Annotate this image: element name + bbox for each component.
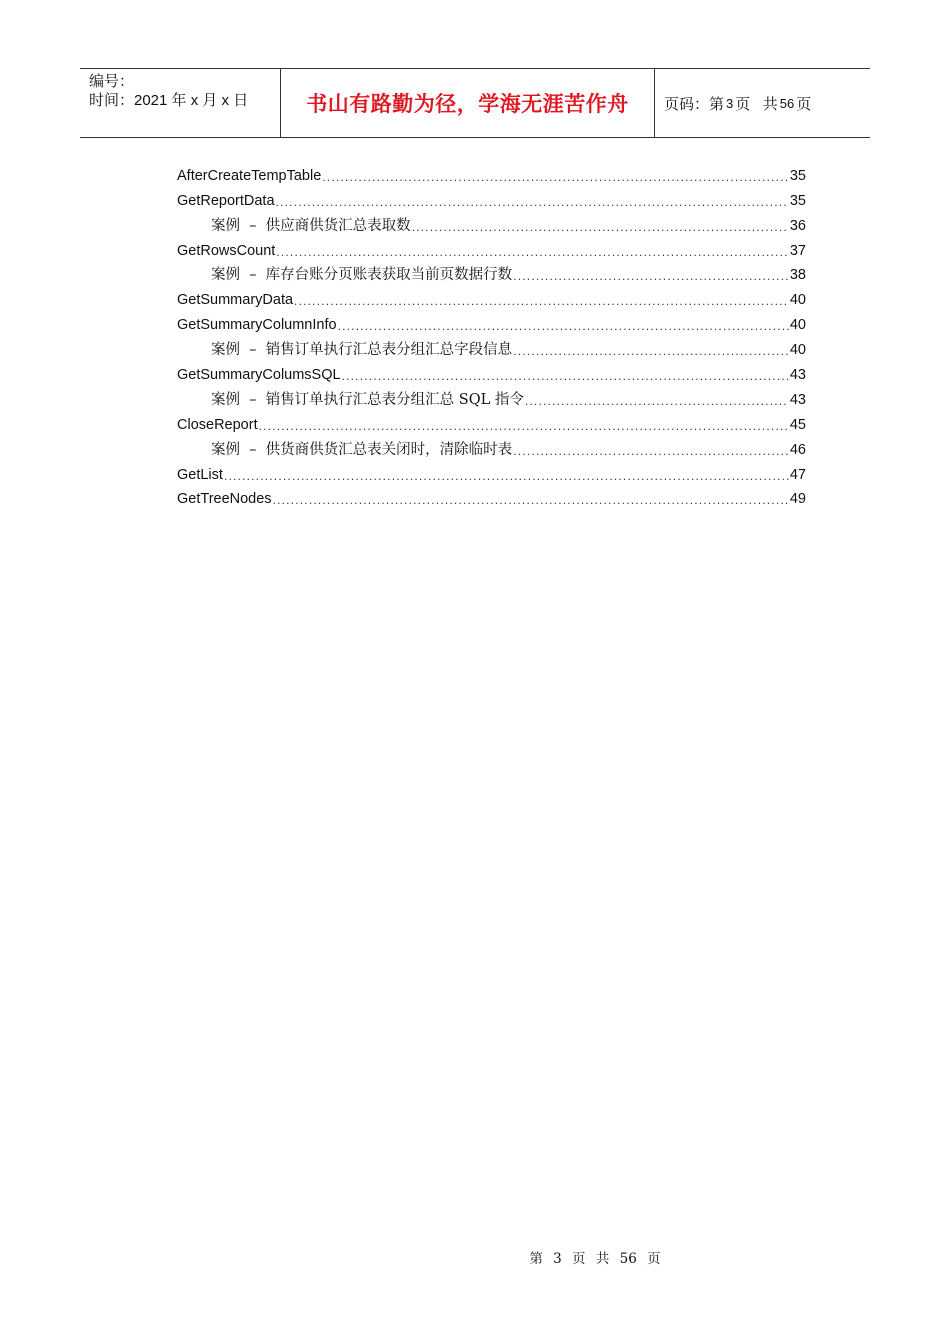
page-mid: 页 共 [735,95,778,113]
footer-current: 3 [553,1251,562,1267]
toc-leader-dots [259,418,789,434]
toc-entry-page: 36 [789,217,806,234]
toc-leader-dots [338,318,789,334]
toc-entry-page: 38 [789,267,806,284]
toc-leader-dots [513,268,789,284]
page-prefix: 页码：第 [664,95,725,113]
toc-leader-dots [224,468,789,484]
toc-leader-dots [294,293,789,309]
toc-entry[interactable] [177,309,806,334]
toc-entry-title: GetReportData [177,192,275,209]
footer-mid1: 页 [572,1251,586,1267]
toc-entry-title: GetSummaryColumsSQL [177,367,341,384]
toc-entry[interactable] [177,210,806,235]
toc-entry[interactable] [177,359,806,384]
page-header [80,68,870,138]
toc-entry-page: 45 [789,416,806,433]
toc-entry-page: 43 [789,391,806,408]
toc-entry[interactable] [177,409,806,434]
toc-entry[interactable] [177,334,806,359]
footer-suffix: 页 [647,1251,661,1267]
toc-entry-page: 46 [789,441,806,458]
page-suffix: 页 [796,95,812,113]
toc-leader-dots [273,492,789,508]
toc-entry-title: 案例 – 销售订单执行汇总表分组汇总字段信息 [211,342,513,359]
toc-entry-title: GetList [177,466,223,483]
toc-entry-page: 40 [789,317,806,334]
toc-entry[interactable] [177,284,806,309]
toc-entry-title: GetSummaryData [177,292,294,309]
toc-entry-title: GetTreeNodes [177,491,272,508]
footer-prefix: 第 [529,1251,543,1267]
toc-leader-dots [276,244,789,260]
toc-leader-dots [276,194,789,210]
toc-entry-title: GetRowsCount [177,242,276,259]
page-current: 3 [726,95,734,111]
page-footer [0,1247,950,1267]
toc-entry-title: CloseReport [177,416,258,433]
toc-entry-page: 40 [789,292,806,309]
toc-leader-dots [322,169,789,185]
toc-entry-page: 47 [789,466,806,483]
toc-entry-page: 37 [789,242,806,259]
header-page-info [655,69,870,137]
footer-mid2: 共 [595,1251,610,1267]
footer-total: 56 [619,1251,637,1267]
toc-entry-title: AfterCreateTempTable [177,167,322,184]
toc-entry-page: 49 [789,491,806,508]
header-meta [80,69,281,137]
toc-leader-dots [513,443,789,459]
doc-time-label: 时间：2021 年 x 月 x 日 [89,92,249,109]
toc-leader-dots [342,368,789,384]
toc-entry-title: 案例 – 供应商供货汇总表取数 [211,217,411,234]
toc-entry[interactable] [177,160,806,185]
toc-entry[interactable] [177,484,806,509]
doc-number-label: 编号： [89,73,135,90]
page-total: 56 [779,95,795,111]
toc-entry-page: 35 [789,167,806,184]
toc-leader-dots [513,343,789,359]
toc-entry-title: 案例 – 销售订单执行汇总表分组汇总 SQL 指令 [211,391,524,408]
toc-entry[interactable] [177,459,806,484]
toc-entry-title: 案例 – 库存台账分页账表获取当前页数据行数 [211,267,513,284]
toc-entry[interactable] [177,434,806,459]
toc-entry[interactable] [177,185,806,210]
toc-leader-dots [525,393,789,409]
table-of-contents [177,160,806,508]
toc-entry[interactable] [177,235,806,260]
toc-entry-title: 案例 – 供货商供货汇总表关闭时，清除临时表 [211,441,513,458]
toc-entry[interactable] [177,384,806,409]
toc-leader-dots [412,219,789,235]
toc-entry-page: 35 [789,192,806,209]
header-motto-cell [281,69,655,137]
toc-entry[interactable] [177,260,806,285]
toc-entry-title: GetSummaryColumnInfo [177,317,337,334]
toc-entry-page: 40 [789,342,806,359]
toc-entry-page: 43 [789,367,806,384]
motto-text: 书山有路勤为径，学海无涯苦作舟 [306,91,629,116]
